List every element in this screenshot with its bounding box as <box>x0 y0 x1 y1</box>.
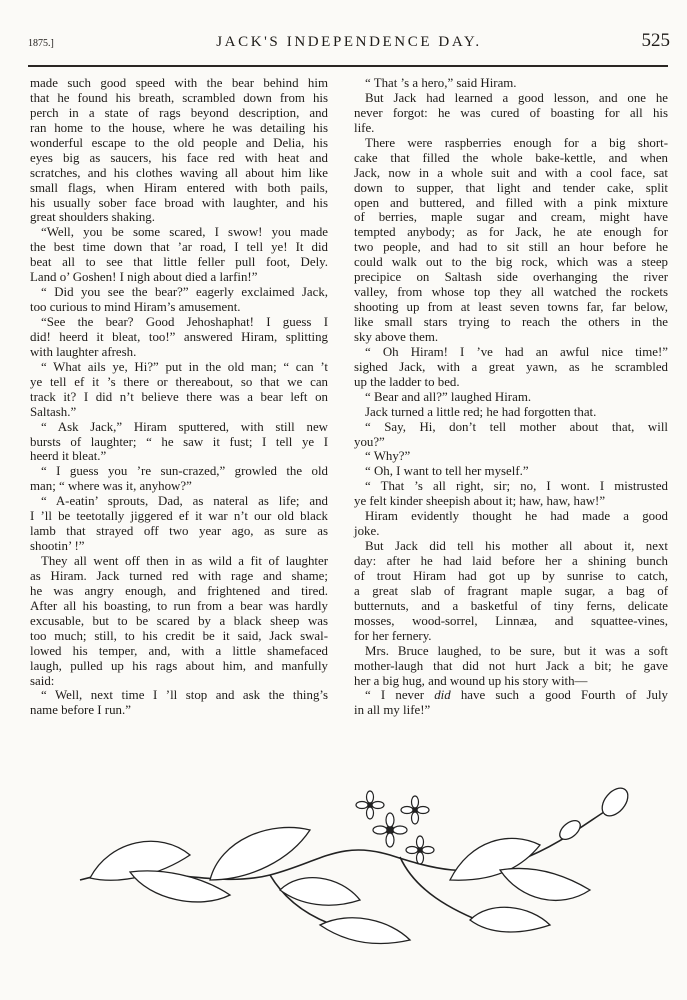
text-line: Jack, now in a whole suit and with a cool face, sat <box>354 165 668 180</box>
text-line: Jack turned a little red; he had forgotten that. <box>365 404 597 419</box>
paragraph <box>354 539 668 644</box>
text-line: “ Did you see the bear?” eagerly exclaimed Jack, <box>41 285 328 300</box>
floral-vine-tailpiece-icon <box>70 760 630 960</box>
text-line: made such good speed with the bear behind him <box>30 76 328 90</box>
text-line: precipice on Saltash side overhanging the river <box>354 270 668 285</box>
paragraph <box>354 405 668 420</box>
left-column <box>30 76 328 718</box>
text-line: great shoulders shaking. <box>30 210 155 225</box>
paragraph <box>354 420 668 450</box>
header-title: JACK'S INDEPENDENCE DAY. <box>216 34 482 50</box>
text-line: you?” <box>354 434 385 449</box>
text-line: wonderful escape to the old people and Delia, his <box>30 135 328 150</box>
text-line: scratches, and his clothes waving all about him like <box>30 165 328 180</box>
text-line: never forgot: he was cured of boasting for all his <box>354 105 668 120</box>
text-line: lowed his temper, and, with a little shamefaced <box>30 643 328 658</box>
text-line: in all my life!” <box>354 703 431 718</box>
text-line: a great slab of fragrant maple sugar, a bag of <box>354 583 668 598</box>
running-header <box>28 30 670 54</box>
text-line: as Hiram. Jack turned red with rage and shame; <box>30 568 328 583</box>
text-line: too much; still, to his credit be it said, Jack swal- <box>30 628 328 643</box>
text-line: shootin’ !” <box>30 539 85 554</box>
paragraph <box>30 315 328 360</box>
text-line: down to supper, that light and tender cake, split <box>354 180 668 195</box>
text-line: butternuts, and a basketful of tiny ferns, delicate <box>354 598 668 613</box>
text-line: day: after he had laid before her a shining bunch <box>354 554 668 568</box>
text-line: life. <box>354 120 375 135</box>
text-line: his usually sober face broad with laughter, and his <box>30 195 328 210</box>
text-line: Land o’ Goshen! I nigh about died a larfin!” <box>30 270 258 285</box>
text-line: shooting up from at least seven towns far, far below, <box>354 300 668 315</box>
paragraph <box>354 449 668 464</box>
text-line: mosses, wood-sorrel, Linnæa, and squattee-vines, <box>354 613 668 628</box>
text-line: “Well, you be some scared, I swow! you made <box>41 225 328 240</box>
text-line: sighed Jack, with a great yawn, as he scrambled <box>354 359 668 374</box>
text-line: beat all to see that little feller pull foot, Dely. <box>30 255 328 270</box>
text-line: up the ladder to bed. <box>354 374 460 389</box>
text-line: “ Oh Hiram! I ’ve had an awful nice time!” <box>365 344 668 359</box>
text-line <box>354 688 668 703</box>
text-line: bursts of laughter; “ he saw it fust; I tell ye I <box>30 434 328 449</box>
text-line: perch in a state of rags beyond description, and <box>30 105 328 120</box>
text-line: tempted anybody; as for Jack, he ate enough for <box>354 225 668 240</box>
text-line: lamb that strayed off two year ago, as sure as <box>30 524 328 539</box>
italic-word: did <box>434 688 451 703</box>
text-line: name before I run.” <box>30 703 131 718</box>
text-line: laugh, pulled up his rags about him, and manfully <box>30 658 328 673</box>
text-line: track it? I did n’t believe there was a bear left on <box>30 389 328 404</box>
paragraph <box>354 464 668 479</box>
text-line: “ That ’s all right, sir; no, I wont. I mistrusted <box>365 479 668 494</box>
text-line: cake that filled the whole bake-kettle, and when <box>354 150 668 165</box>
paragraph <box>30 76 328 225</box>
paragraph <box>354 390 668 405</box>
text-line: like small stars trying to reach the others in the <box>354 315 668 329</box>
text-line: he was angry enough, and frightened and tired. <box>30 583 328 598</box>
text-line: valley, from whose top they all watched the rockets <box>354 285 668 300</box>
text-line: of trout Hiram had got up by sunrise to catch, <box>354 568 668 583</box>
right-column <box>354 76 668 718</box>
paragraph <box>354 509 668 539</box>
paragraph-final <box>354 688 668 718</box>
text-line: “ Ask Jack,” Hiram sputtered, with still new <box>41 419 328 434</box>
text-line: There were raspberries enough for a big short- <box>365 135 668 150</box>
text-line: joke. <box>354 524 380 539</box>
text-line: mother-laugh that did not hurt Jack a bit; he gave <box>354 658 668 673</box>
text-line: did! heerd it bleat, too!” answered Hiram, splitting <box>30 329 328 344</box>
paragraph <box>30 688 328 718</box>
text-line: “ Bear and all?” laughed Hiram. <box>365 389 532 404</box>
paragraph <box>354 345 668 390</box>
text-fragment: have such a good Fourth of July <box>450 688 668 703</box>
text-line: ran home to the house, where he was detailing his <box>30 120 328 135</box>
text-line: But Jack had learned a good lesson, and one he <box>365 90 668 105</box>
paragraph <box>354 644 668 689</box>
text-line: of berries, maple sugar and cream, might have <box>354 210 668 225</box>
text-line: excusable, but to be scared by a black sheep was <box>30 613 328 628</box>
text-line: “ That ’s a hero,” said Hiram. <box>365 76 517 90</box>
text-line: eyes big as saucers, his face red with heat and <box>30 150 328 165</box>
text-line: could walk out to the big rock, which was a steep <box>354 255 668 270</box>
text-line: too curious to mind Hiram’s amusement. <box>30 300 241 315</box>
paragraph <box>354 479 668 509</box>
text-line: ye felt kinder sheepish about it; haw, haw, haw!” <box>354 494 606 509</box>
header-year: 1875.] <box>28 38 54 49</box>
paragraph <box>30 554 328 688</box>
text-line: for her fernery. <box>354 628 432 643</box>
text-line: Mrs. Bruce laughed, to be sure, but it was a soft <box>365 643 668 658</box>
paragraph <box>354 136 668 345</box>
text-line: said: <box>30 673 55 688</box>
text-line: “ Why?” <box>365 449 411 464</box>
paragraph <box>30 360 328 420</box>
text-line: “ Well, next time I ’ll stop and ask the thing’s <box>41 688 328 703</box>
text-line: two people, and had to sit still an hour before he <box>354 240 668 255</box>
text-line: “See the bear? Good Jehoshaphat! I guess I <box>41 315 328 329</box>
text-line: But Jack did tell his mother all about it, next <box>365 539 668 554</box>
text-line: Hiram evidently thought he had made a good <box>365 509 668 524</box>
paragraph <box>30 494 328 554</box>
paragraph <box>30 225 328 285</box>
paragraph <box>354 91 668 136</box>
text-line: Saltash.” <box>30 404 77 419</box>
text-line: “ I guess you ’re sun-crazed,” growled the old <box>41 464 328 479</box>
text-line: heerd it bleat.” <box>30 449 107 464</box>
paragraph <box>354 76 668 91</box>
text-line: “ Oh, I want to tell her myself.” <box>365 464 529 479</box>
text-line: her a big hug, and wound up his story with— <box>354 673 588 688</box>
text-line: “ Say, Hi, don’t tell mother about that, will <box>365 419 668 434</box>
text-line: “ A-eatin’ sprouts, Dad, as nateral as life; and <box>41 494 328 509</box>
text-line: ye tell ef it ’s there or thereabout, so that we can <box>30 374 328 389</box>
text-line: the best time down that ’ar road, I tell ye! It did <box>30 240 328 255</box>
text-line: “ What ails ye, Hi?” put in the old man; “ can ’t <box>41 359 328 374</box>
text-line: with laughter afresh. <box>30 344 137 359</box>
text-line: After all his boasting, to run from a bear was hardly <box>30 598 328 613</box>
paragraph <box>30 464 328 494</box>
text-line: man; “ where was it, anyhow?” <box>30 479 192 494</box>
text-line: I ’ll be teetotally jiggered ef it war n’t our old black <box>30 509 328 524</box>
text-line: sky above them. <box>354 329 439 344</box>
text-line: that he found his breath, scrambled down from his <box>30 90 328 105</box>
text-line: They all went off then in as wild a fit of laughter <box>41 554 328 568</box>
paragraph <box>30 420 328 465</box>
page-number: 525 <box>641 30 670 51</box>
paragraph <box>30 285 328 315</box>
text-fragment: “ I never <box>365 688 435 703</box>
header-rule <box>28 65 668 67</box>
text-line: open and buttered, and filled with a pink mixture <box>354 195 668 210</box>
text-line: small flags, when Hiram entered with both pails, <box>30 180 328 195</box>
